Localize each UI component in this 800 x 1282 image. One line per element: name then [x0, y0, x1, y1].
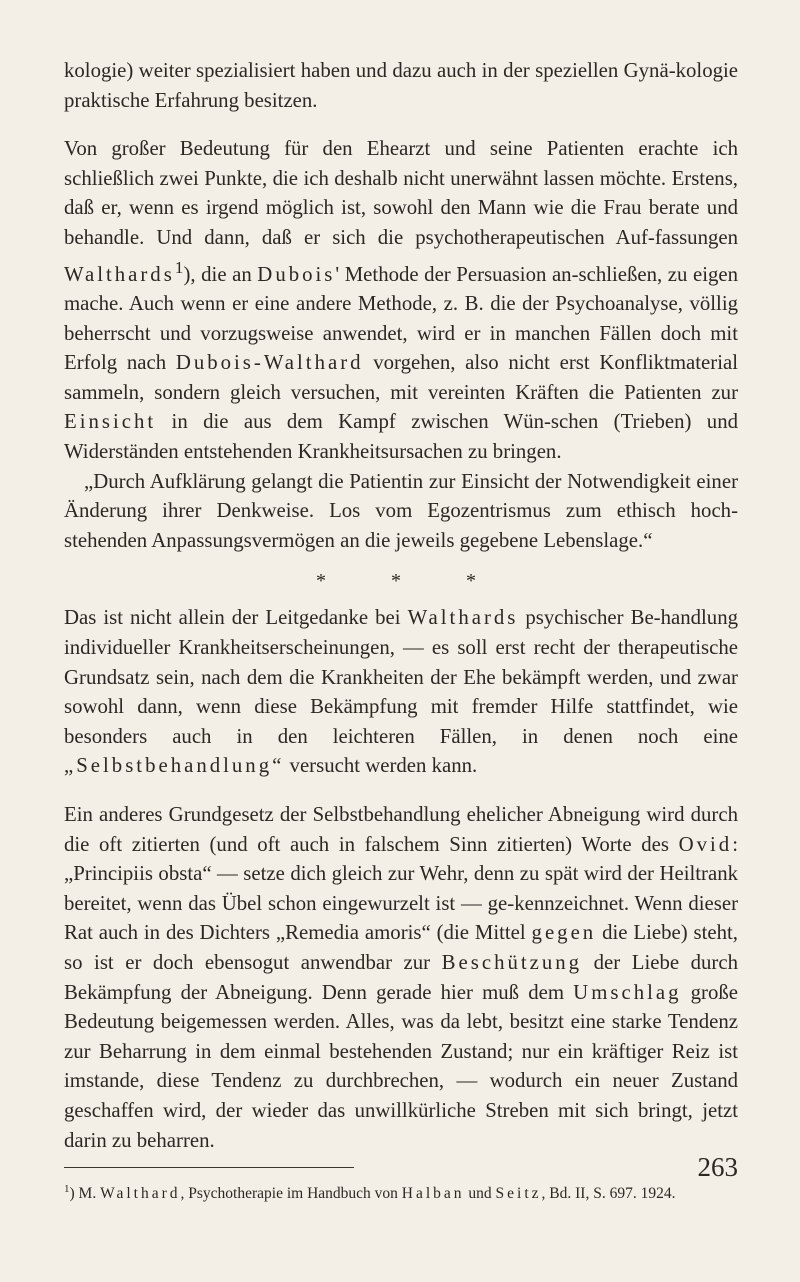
footnote-text-4: , Bd. II, S. 697. 1924. [541, 1185, 676, 1203]
paragraph-2-text-3: ' Methode der Persuasion an-schließen, zu eigen mache. Auch wenn er eine andere Methode, z. B. die der Psychoanalyse, völlig beherrscht und vorzugsweise anwendet, wird er in manchen Fällen doch mit Erfolg nach [64, 262, 738, 375]
footnote-author-walthard: Walthard [100, 1185, 181, 1203]
footnote-text-3: und [464, 1185, 496, 1203]
paragraph-4 [64, 603, 738, 781]
footnote-author-seitz: Seitz [495, 1185, 542, 1203]
footnote [64, 1178, 738, 1205]
footnote-mark: 1 [64, 1183, 70, 1196]
author-name-ovid: Ovid [678, 832, 733, 856]
paragraph-1-text: kologie) weiter spezialisiert haben und dazu auch in der speziellen Gynä-kologie praktische Erfahrung besitzen. [64, 59, 738, 112]
author-name-dubois-walthard: Dubois-Walthard [175, 351, 364, 375]
emphasis-beschuetzung: Beschützung [441, 950, 583, 974]
emphasis-umschlag: Umschlag [573, 980, 682, 1004]
paragraph-4-text-2: psychischer Be-handlung individueller Krankheitserscheinungen, — es soll erst recht der therapeutische Grundsatz sein, nach dem die Krankheiten der Ehe bekämpft werden, und zwar sowohl dann, wenn diese Bekämpfung mit fremder Hilfe stattfindet, wie besonders auch in den leichteren Fällen, in denen noch eine [64, 606, 738, 748]
paragraph-2-text-2: ), die an [183, 262, 258, 286]
footnote-text-1: ) M. [69, 1185, 101, 1203]
paragraph-5-text-4: der Liebe durch Bekämpfung der Abneigung. Denn gerade hier muß dem [64, 950, 738, 1004]
section-divider-stars: * * * [316, 570, 506, 593]
author-name-walthards-2: Walthards [407, 606, 519, 630]
paragraph-4-text-3: versucht werden kann. [284, 754, 478, 778]
paragraph-2-text-5: in die aus dem Kampf zwischen Wün-schen (Trieben) und Widerständen entstehenden Krankheitsursachen zu bringen. [64, 410, 738, 464]
paragraph-5-text-5: große Bedeutung beigemessen werden. Alles, was da lebt, besitzt eine starke Tendenz zur Beharrung in dem einmal bestehenden Zustand; nur ein kräftiger Reiz ist imstande, diese Tendenz zu durchbrechen, — wodurch ein neuer Zustand geschaffen wird, der wieder das unwillkürliche Streben mit sich bringt, jetzt darin zu beharren. [64, 980, 738, 1152]
footnote-text-2: , Psychotherapie im Handbuch von [180, 1185, 402, 1203]
footnote-divider [64, 1167, 354, 1168]
paragraph-5-text-1: Ein anderes Grundgesetz der Selbstbehandlung ehelicher Abneigung wird durch die oft zitierten (und oft auch in falschem Sinn zitierten) Worte des [64, 802, 738, 856]
emphasis-einsicht: Einsicht [64, 410, 157, 434]
paragraph-1 [64, 56, 738, 115]
author-name-dubois: Dubois [257, 262, 336, 286]
page-number: 263 [697, 1152, 738, 1182]
footnote-reference: 1 [174, 257, 184, 277]
paragraph-5-text-3: die Liebe) steht, so ist er doch ebensogut anwendbar zur [64, 921, 739, 974]
paragraph-4-text-1: Das ist nicht allein der Leitgedanke bei [64, 606, 408, 630]
paragraph-2 [64, 134, 738, 466]
paragraph-2-text-1: Von großer Bedeutung für den Ehearzt und seine Patienten erachte ich schließlich zwei Punkte, die ich deshalb nicht unerwähnt lassen möchte. Erstens, daß er, wenn es irgend möglich ist, sowohl den Mann wie die Frau berate und behandle. Und dann, daß er sich die psychotherapeutischen Auf-fassungen [64, 137, 738, 249]
paragraph-3-text: „Durch Aufklärung gelangt die Patientin zur Einsicht der Notwendigkeit einer Änderung ihrer Denkweise. Los vom Egozentrismus zum ethisch hoch-stehenden Anpassungsvermögen an die jeweils gegebene Lebenslage.“ [64, 469, 738, 552]
emphasis-selbstbehandlung: „Selbstbehandlung“ [64, 754, 285, 778]
paragraph-3-quote [64, 467, 738, 556]
page-body [64, 56, 738, 1205]
paragraph-2-text-4: vorgehen, also nicht erst Konfliktmaterial sammeln, sondern gleich versuchen, mit vereinten Kräften die Patienten zur [64, 351, 738, 404]
emphasis-gegen: gegen [531, 921, 597, 945]
paragraph-5 [64, 800, 738, 1155]
author-name-walthards: Walthards [64, 262, 175, 286]
footnote-author-halban: Halban [401, 1185, 465, 1203]
paragraph-5-text-2: : „Principiis obsta“ — setze dich gleich zur Wehr, denn zu spät wird der Heiltrank bereitet, wenn das Übel schon eingewurzelt ist — ge-kennzeichnet. Wenn dieser Rat auch in des Dichters „Remedia amoris“ (die Mittel [64, 832, 738, 945]
